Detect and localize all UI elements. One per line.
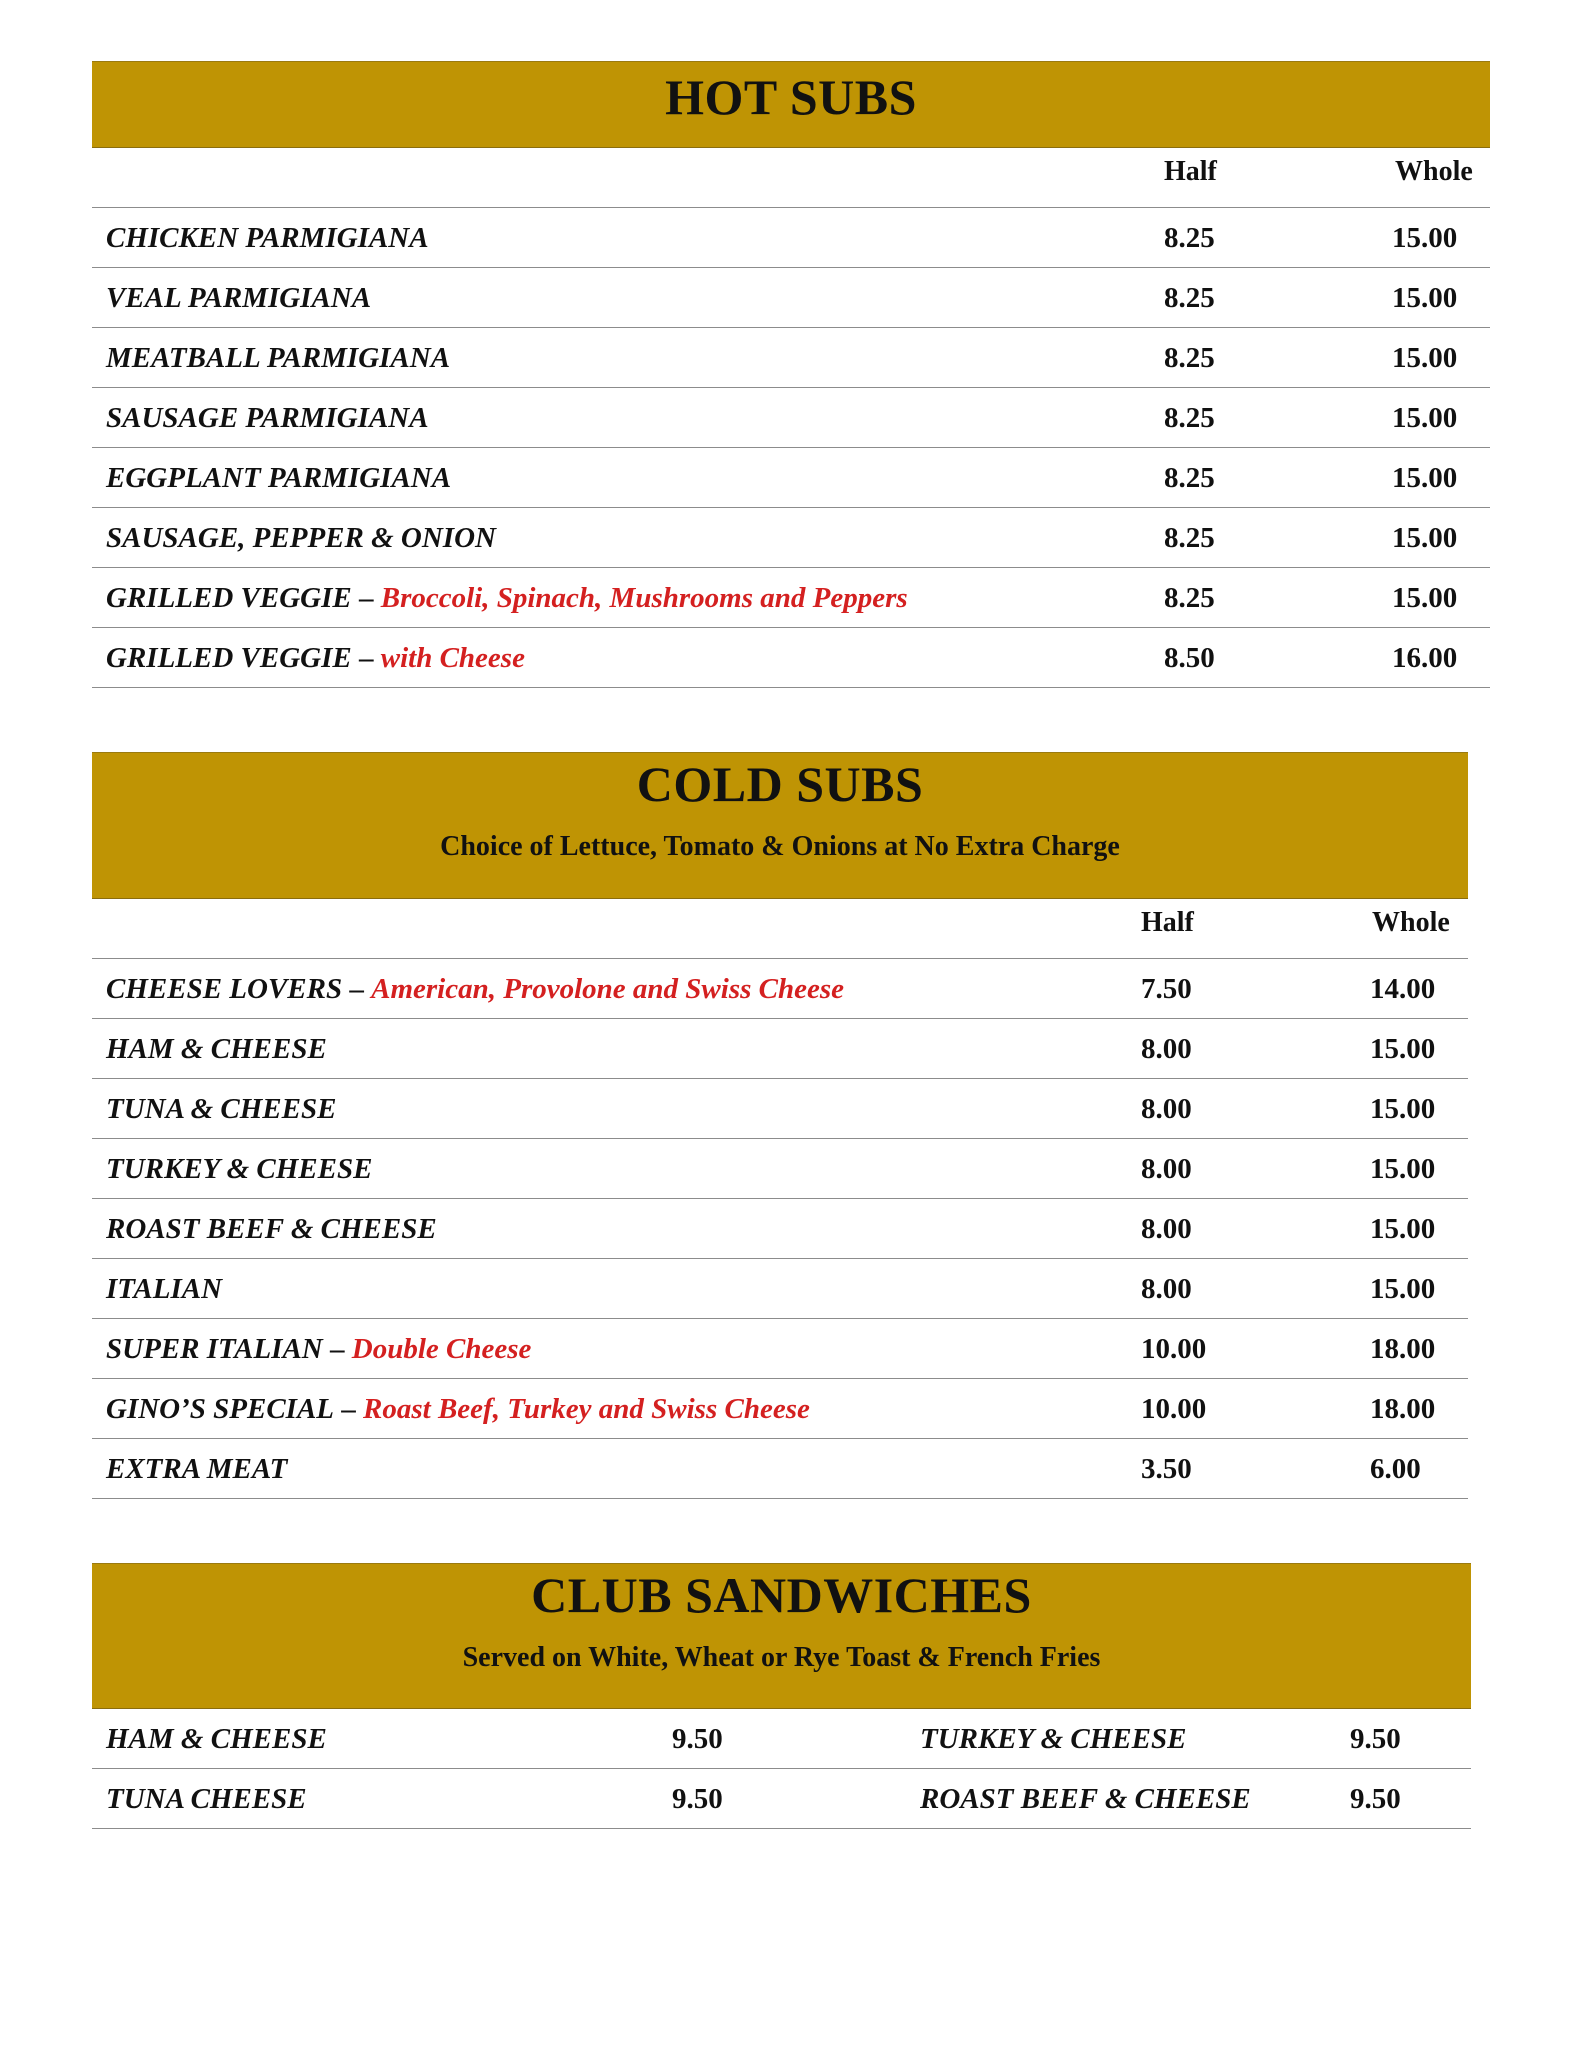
half-price: 8.00	[1141, 1153, 1192, 1185]
whole-column-header: Whole	[1395, 156, 1473, 187]
whole-price: 14.00	[1370, 973, 1436, 1005]
item-name: TUNA CHEESE	[106, 1783, 307, 1815]
item-description: Roast Beef, Turkey and Swiss Cheese	[363, 1393, 810, 1425]
item-name-with-desc	[106, 1393, 810, 1426]
item-price: 9.50	[1350, 1723, 1401, 1755]
item-name: HAM & CHEESE	[106, 1723, 327, 1755]
item-name: CHEESE LOVERS	[106, 973, 343, 1005]
half-price: 8.00	[1141, 1033, 1192, 1065]
menu-item-row	[92, 508, 1490, 568]
whole-price: 15.00	[1370, 1213, 1436, 1245]
item-name-with-desc	[106, 642, 525, 675]
half-price: 8.25	[1164, 582, 1215, 614]
hot-subs-banner	[92, 61, 1490, 148]
menu-item-row	[92, 388, 1490, 448]
whole-price: 18.00	[1370, 1333, 1436, 1365]
item-name: SUPER ITALIAN	[106, 1333, 323, 1365]
dash-separator: –	[351, 582, 381, 614]
item-price: 9.50	[672, 1723, 723, 1755]
half-price: 8.00	[1141, 1273, 1192, 1305]
whole-price: 16.00	[1392, 642, 1458, 674]
half-price: 8.25	[1164, 282, 1215, 314]
item-name: ITALIAN	[106, 1273, 223, 1305]
item-name-with-desc	[106, 973, 844, 1006]
cold-subs-section	[92, 752, 1468, 1499]
club-row	[92, 1709, 1471, 1769]
menu-item-row	[92, 1259, 1468, 1319]
item-name: TUNA & CHEESE	[106, 1093, 337, 1125]
item-description: American, Provolone and Swiss Cheese	[371, 973, 845, 1005]
menu-item-row	[92, 1079, 1468, 1139]
whole-price: 15.00	[1392, 462, 1458, 494]
menu-item-row	[92, 328, 1490, 388]
cold-subs-banner	[92, 752, 1468, 899]
whole-price: 15.00	[1392, 282, 1458, 314]
item-name: VEAL PARMIGIANA	[106, 282, 372, 314]
half-price: 7.50	[1141, 973, 1192, 1005]
menu-item-row	[92, 959, 1468, 1019]
item-name-with-desc	[106, 1333, 531, 1366]
club-sandwiches-banner	[92, 1563, 1471, 1709]
half-price: 8.00	[1141, 1213, 1192, 1245]
item-name: ROAST BEEF & CHEESE	[920, 1783, 1251, 1815]
menu-item-row	[92, 1199, 1468, 1259]
hot-subs-section	[92, 61, 1490, 688]
item-name: EXTRA MEAT	[106, 1453, 288, 1485]
item-price: 9.50	[1350, 1783, 1401, 1815]
menu-item-row	[92, 448, 1490, 508]
half-column-header: Half	[1141, 907, 1194, 938]
whole-price: 15.00	[1370, 1033, 1436, 1065]
menu-item-row	[92, 1379, 1468, 1439]
cold-subs-title: COLD SUBS	[636, 756, 924, 812]
half-price: 8.25	[1164, 342, 1215, 374]
menu-item-row	[92, 1319, 1468, 1379]
hot-subs-title: HOT SUBS	[665, 69, 917, 125]
item-description: with Cheese	[380, 642, 525, 674]
item-name: MEATBALL PARMIGIANA	[106, 342, 451, 374]
item-description: Broccoli, Spinach, Mushrooms and Peppers	[380, 582, 908, 614]
dash-separator: –	[334, 1393, 364, 1425]
menu-item-row	[92, 1439, 1468, 1499]
whole-column-header: Whole	[1372, 907, 1450, 938]
half-price: 3.50	[1141, 1453, 1192, 1485]
half-price: 10.00	[1141, 1393, 1207, 1425]
whole-price: 15.00	[1370, 1273, 1436, 1305]
hot-subs-header-row	[92, 148, 1490, 208]
item-name: EGGPLANT PARMIGIANA	[106, 462, 452, 494]
half-column-header: Half	[1164, 156, 1217, 187]
item-name: GINO’S SPECIAL	[106, 1393, 335, 1425]
menu-item-row	[92, 1019, 1468, 1079]
menu-item-row	[92, 568, 1490, 628]
half-price: 8.25	[1164, 462, 1215, 494]
item-name-with-desc	[106, 582, 908, 615]
item-name: HAM & CHEESE	[106, 1033, 327, 1065]
dash-separator: –	[322, 1333, 352, 1365]
whole-price: 15.00	[1392, 582, 1458, 614]
whole-price: 15.00	[1370, 1093, 1436, 1125]
whole-price: 18.00	[1370, 1393, 1436, 1425]
dash-separator: –	[351, 642, 381, 674]
half-price: 8.25	[1164, 522, 1215, 554]
item-name: CHICKEN PARMIGIANA	[106, 222, 429, 254]
cold-subs-subtitle: Choice of Lettuce, Tomato & Onions at No Extra Charge	[440, 831, 1120, 862]
item-name: TURKEY & CHEESE	[106, 1153, 373, 1185]
club-row	[92, 1769, 1471, 1829]
half-price: 8.25	[1164, 222, 1215, 254]
whole-price: 15.00	[1392, 222, 1458, 254]
whole-price: 15.00	[1392, 402, 1458, 434]
item-name: TURKEY & CHEESE	[920, 1723, 1187, 1755]
whole-price: 15.00	[1392, 342, 1458, 374]
half-price: 8.00	[1141, 1093, 1192, 1125]
item-name: GRILLED VEGGIE	[106, 642, 352, 674]
item-name: SAUSAGE PARMIGIANA	[106, 402, 429, 434]
item-description: Double Cheese	[351, 1333, 532, 1365]
whole-price: 15.00	[1392, 522, 1458, 554]
item-name: SAUSAGE, PEPPER & ONION	[106, 522, 496, 554]
menu-item-row	[92, 268, 1490, 328]
whole-price: 15.00	[1370, 1153, 1436, 1185]
menu-item-row	[92, 628, 1490, 688]
half-price: 8.50	[1164, 642, 1215, 674]
menu-item-row	[92, 208, 1490, 268]
club-sandwiches-section	[92, 1563, 1471, 1829]
half-price: 8.25	[1164, 402, 1215, 434]
dash-separator: –	[342, 973, 372, 1005]
half-price: 10.00	[1141, 1333, 1207, 1365]
whole-price: 6.00	[1370, 1453, 1421, 1485]
item-name: GRILLED VEGGIE	[106, 582, 352, 614]
club-sandwiches-subtitle: Served on White, Wheat or Rye Toast & French Fries	[462, 1642, 1101, 1673]
menu-item-row	[92, 1139, 1468, 1199]
item-price: 9.50	[672, 1783, 723, 1815]
item-name: ROAST BEEF & CHEESE	[106, 1213, 437, 1245]
cold-subs-header-row	[92, 899, 1468, 959]
club-sandwiches-title: CLUB SANDWICHES	[531, 1567, 1032, 1623]
